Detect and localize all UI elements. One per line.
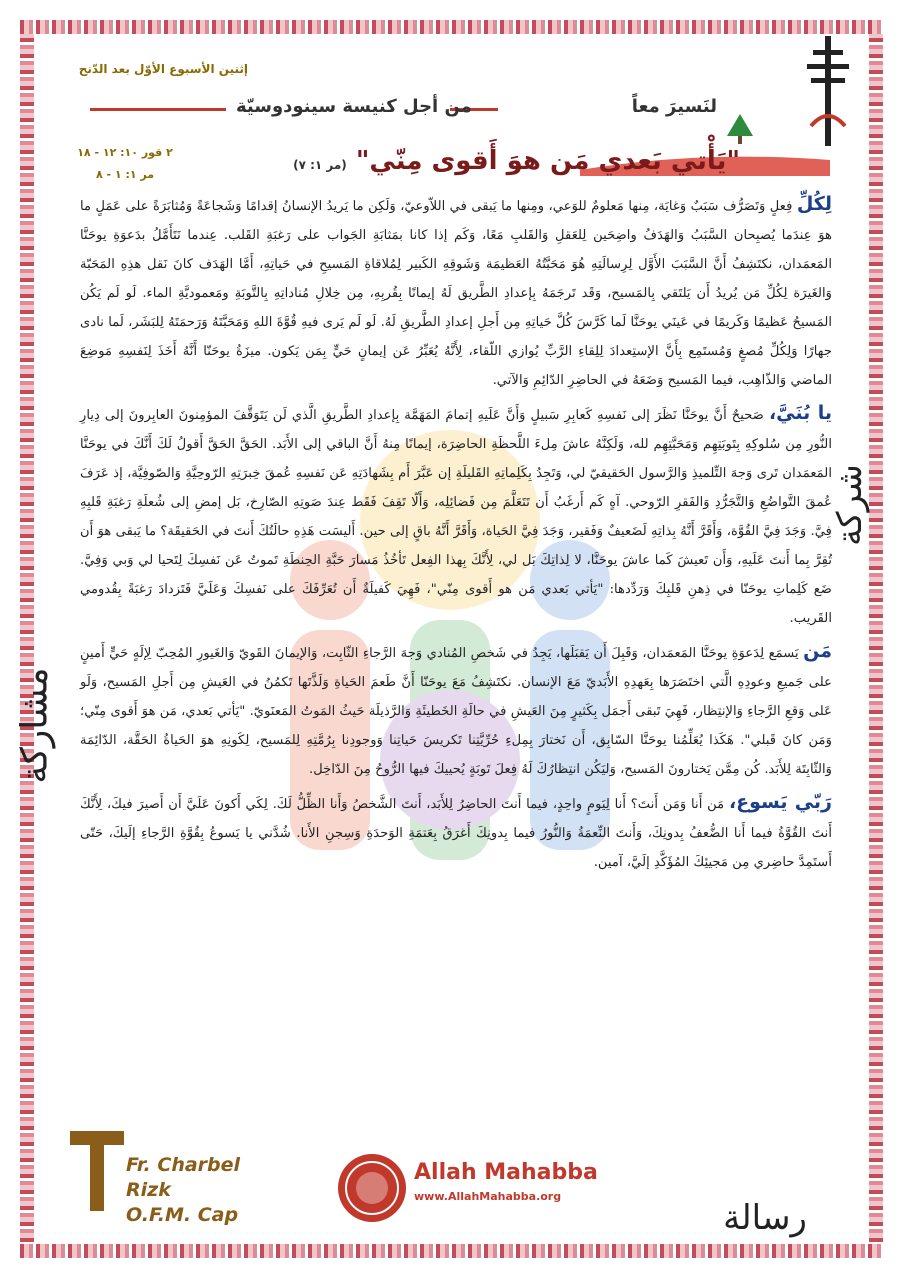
paragraph: [80, 190, 832, 395]
side-label-left: مشاركة: [14, 666, 56, 784]
paragraph-text: مَن أَنا وَمَن أَنتَ؟ أَنا لِيَومٍ واحِدٍ، فيما أَنتَ الحاضِرُ لِلأَبَد، أَنتَ الشَّخصُ وَأَنا الظِّلُّ لَكَ. لِكَي أَكونَ عَلَيَّ أَن أَصيرَ فيكَ، لِأَنَّكَ أَنتَ القُوَّةُ فيما أَنا الضُّعفُ بِدونِكَ، وَأَنتَ النِّعمَةُ وَالنُّورُ فيما بِدونِكَ أَغرَقُ بِعَتمَةِ الوَحدَةِ وَسِجنِ الأَنا. شُدَّني يا يَسوعُ بِقُوَّةِ الرَّجاءِ إلَيكَ، حَتّى أَستَمِدَّ حاضِري مِن مَجيئِكَ المُؤَكَّدِ إلَيَّ، آمين.: [80, 797, 832, 870]
paragraph-lead: رَبّي يَسوع،: [728, 791, 832, 813]
banner-subtitle: من أجل كنيسة سينودوسيّة: [236, 96, 472, 117]
author-name: [126, 1153, 252, 1228]
day-title: إثنين الأسبوع الأوّل بعد الدّنح: [78, 62, 248, 76]
side-label-right: شركة: [830, 464, 871, 546]
author-signature: [62, 1125, 252, 1226]
maronite-cross-icon: [803, 36, 853, 146]
banner-divider: [90, 108, 226, 111]
page-title: [200, 146, 740, 176]
side-label-participation: [10, 640, 60, 810]
reflection-body: [80, 190, 832, 881]
paragraph-lead: مَن: [803, 640, 832, 662]
slogan: لنَسيرَ معاً: [631, 96, 717, 117]
paragraph: [80, 399, 832, 633]
paragraph-text: يَسمَع لِدَعوَةِ يوحَنَّا المَعمَدان، وَقَبِلَ أَن يَقبَلَها، يَجِدُ في شَخصِ المُنادي وَجهَ الرَّجاءِ الثّابِت، وَالإيمانَ القَويّ وَالغَيورِ المُحِبّ لِإلَهٍ حَيٍّ أَمينٍ على جَميعِ وعودِهِ الَّتي اختَصَرَها بِعَهدِهِ الأَبَديّ مَعَ الإنسان. نكتَشِفُ مَعَ يوحَنّا أَنَّ طَعمَ الحَياةِ وَلَذَّتَها تَكمُنُ في العَيشِ مِن أَجلِ المَسيح، وَلَو عَلى وَقعِ الرَّجاءِ وَالإنتِظار، فَهِيَ تَبقى أَجمَل بِكَثيرٍ مِنَ العَيشِ في حالَةِ الخَطيئَةِ وَالرَّذيلَة حَيثُ المَوتُ المَعنَويّ. "يَأتي بَعدي، مَن هوَ أَقوى مِنّي؛ وَمَن كانَ قَبلي". هَكَذا يُعَلِّمُنا يوحَنَّا السّابِق، أَن نَختارَ بِمِلءِ حُرِّيَّتِنا تَكريسَ حَياتِنا وَوجودِنا بِرُمَّتِهِ لِلمَسيح، لِكَونِهِ هوَ الحَياةُ الحَقَّة، الدّائِمَة وَالثّابِتَة لِلأَبَد. كُن مِمَّن يَختارونَ المَسيح، وَليَكُن انتِظارُكَ لَهُ فِعلَ تَوبَةٍ يُحييكَ فيها الرُّوحُ مِنَ الدّاخِل.: [80, 646, 832, 777]
side-label-communion: [825, 450, 875, 560]
paragraph-lead: يا بُنَيَّ،: [768, 402, 832, 424]
title-text: "يَأْتي بَعدي مَن هوَ أَقوى مِنّي": [355, 146, 740, 176]
paragraph: [80, 637, 832, 784]
brand-name: Allah Mahabba: [414, 1160, 598, 1185]
reference-epistle: ٢ قور ١٠: ١٢ - ١٨: [77, 146, 173, 159]
paragraph-lead: لِكُلِّ: [796, 193, 832, 215]
paragraph-text: صَحيحٌ أَنَّ يوحَنَّا نَظَرَ إلى نَفسِهِ كَعابِرِ سَبيلٍ وَأَنَّ عَلَيهِ إتمامَ المَهَمَّة بِإعدادِ الطَّريقِ الَّذي لَن يَتَوَقَّفَ المؤمِنونَ العابِرونَ إلى دِيارِ النُّورِ مِن سُلوكِهِ بِتَوبَتِهِم وَمَحَبَّتِهِم لله، وَلَكِنَّهُ عاشَ مِلءَ اللَّحظَةِ الحاضِرَة، إيمانًا مِنهُ أَنَّ الباقي إلى الأَبَد. الحَقَّ الحَقَّ أَقولُ لَكَ أَنَّكَ في يوحَنَّا المَعمَدان تَرى وَجهَ التِّلميذِ وَالرَّسول الحَقيقيّ لي، وَتَجِدُ بِكَلِماتِهِ القَليلَةِ إن عَبَّرَ أَم بِشَهادَتِهِ عَن نَفسِهِ عُمقَ خِبرَتِهِ الرّوحِيَّةِ وَالصّوفِيَّة، إذ عَرَفَ عُمقَ التَّواضُعِ وَالتَّجَرُّدِ وَالفَقرِ الرّوحي. آهٍ كَم أَرغَبُ أَن تَتَعَلَّمَ مِن فَضائِلِه، وَأَلّا تَقِفَ فَقَط عِندَ صَوتِهِ الصّارِخ، بَل إمضِ إلى شُعلَةِ رَغبَةِ قَلبِهِ فِيَّ. وَجَدَ فِيَّ القُوَّة، وَأَقَرَّ أَنَّهُ بِذاتِهِ لَضَعيفٌ وَفَقير، وَجَدَ فِيَّ الحَياة، وَأَقَرَّ أَنَّهُ باقٍ إلى حين. أَليسَت هَذِهِ حالَتُكَ أَنتَ في الحَقيقَة؟ ما يَبقى هوَ أَن تُقِرَّ بِما أَنتَ عَلَيهِ، وَأَن تَعيشَ كَما عاشَ يوحَنَّا، لا لِذاتِكَ بَل لي، لِأَنَّكَ بِهذا الفِعل تَأخُذُ مَسارَ حَبَّةِ الحِنطَةِ تَموتُ عَن نَفسِكَ لِتَحيا لي وَبي وَفِيَّ. ضَع كَلِماتِ يوحَنّا في ذِهنِ قَلبِكَ وَرَدِّدها: "يَأتي بَعدي مَن هو أَقوى مِنّي"، فَهِيَ كَفيلَةٌ أَن تُعَرِّفَكَ على نَفسِكَ وَعَلَيَّ فَتَزدادَ رَغبَةً بِقُدومي القَريب.: [80, 408, 832, 626]
side-label-mission: رسالة: [723, 1198, 807, 1238]
title-reference: (مر ١: ٧): [293, 158, 347, 172]
scripture-references: [60, 142, 190, 186]
reference-gospel: مر ١: ١ - ٨: [95, 168, 155, 181]
author-line-1: Fr. Charbel Rizk: [126, 1154, 241, 1201]
paragraph-text: فِعلٍ وَتَصَرُّف سَبَبٌ وَغايَة، مِنها مَعلومٌ للوَعي، ومِنها ما يَبقى في اللاّوعيّ، وَلَكِن ما يَريدُ الإنسانُ إقدامًا وَشَجاعَةً وَمُثابَرَةً على عَمَلٍ ما هوَ عِندَما يُصبِحان السَّبَبُ وَالهَدَفُ واضِحَين لِلعَقلِ وَالقَلبِ مَعًا، وَكَم إذا كانا بمَثابَةِ الجَواب على رَغبَةِ القَلب. عِندما نَتَأَمَّلُ بدَعوَةِ يوحَنَّا المَعمَدان، نكتَشِفُ أَنَّ السَّبَبَ الأَوَّل لِرِسالَتِهِ هُوَ مَحَبَّتُهُ العَظيمَة وَشَوقِهِ الكَبير لِمُلاقاةِ المَسيحِ في حَياتِهِ، أَمَّا الهَدَف كانَ نَقل هذِهِ المَحَبّة وَالغَيرَة لِكُلِّ مَن يُريدُ أَن يَلتَقي بِالمَسيح، وَقَد تَرجَمَهُ بِإعدادِ الطَّريق لَهُ إيمانًا بِقُربِهِ، مِن خِلالِ مُناداتِهِ بِالتَّوبَةِ ومَعموديَّةِ الماء. لَو لَم يَكُن المَسيحُ عَظيمًا وَكَريمًا في عَينَي يوحَنَّا لَما كَرَّسَ كُلَّ حَياتِهِ مِن أَجلِ إعدادِ الطَّريقِ لَهُ. لَو لَم يَرى فيهِ قُوَّةَ اللهِ وَمَحَبَّتَهُ وَرَحمَتَهُ لِلبَشَر، لَما نادى جهارًا وَلِكُلِّ مُصغٍ وَمُستَمِع بِأَنَّ الإستِعدادَ لِلِقاءِ الرَّبِّ يُوازي اللّقاء، لِأَنَّهُ يُعَبِّرُ عَن إيمانٍ حَيٍّ بِمَن يَكون. ميزَةُ يوحَنّا أَنَّهُ أَخَذَ لِنَفسِهِ مَوضِعَ الماضي وَالذّاهِب، فيما المَسيح وَضَعَهُ في الحاضِرِ الدّائِمِ وَالآتي.: [80, 199, 832, 388]
author-line-2: O.F.M. Cap: [126, 1204, 239, 1226]
paragraph: [80, 788, 832, 877]
franciscan-tau-icon: [62, 1125, 132, 1215]
brand-url[interactable]: www.AllahMahabba.org: [414, 1190, 562, 1203]
allah-mahabba-seal-icon: [336, 1152, 408, 1224]
